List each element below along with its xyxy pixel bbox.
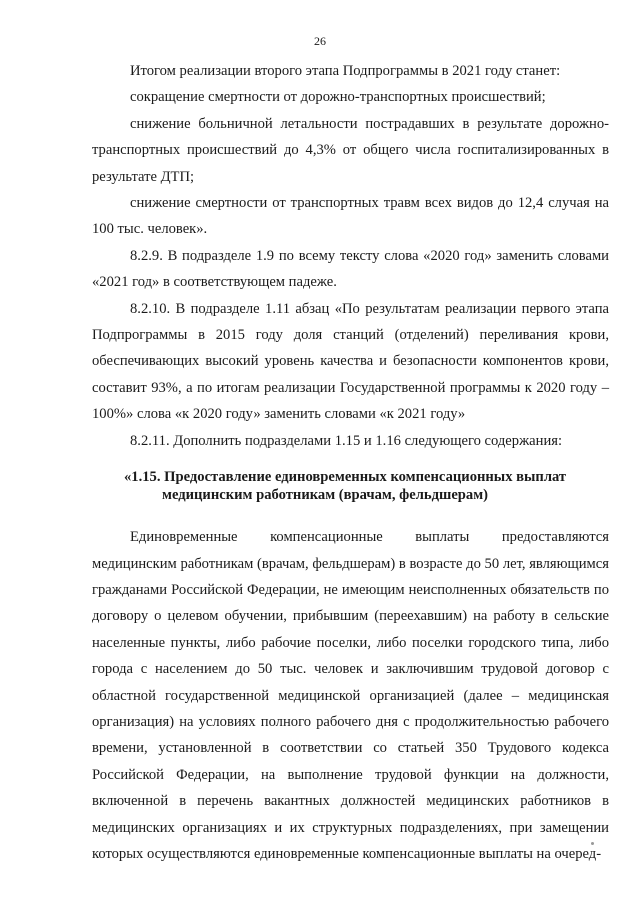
paragraph-section-1-15: Единовременные компенсационные выплаты предоставляются медицинским работникам (врачам, фельдшерам) в возрасте до 50 лет, являющимся гражданами Российской Федерации, не имеющим неисполненных обязательств по договору о целевом обучении, прибывшим (переехавшим) на работу в сельские населенные пункты, либо рабочие поселки, либо поселки городского типа, либо города с населением до 50 тыс. человек и заключившим трудовой договор с областной государственной медицинской организацией (далее – медицинская организация) на условиях полного рабочего дня с продолжительностью рабочего времени, установленной в соответствии со статьей 350 Трудового кодекса Российской Федерации, на выполнение трудовой функции на должности, включенной в перечень вакантных должностей медицинских работников в медицинских организациях и их структурных подразделениях, при замещении которых осуществляются единовременные компенсационные выплаты на очеред-	[92, 529, 609, 862]
paragraph-result-item-1: сокращение смертности от дорожно-транспортных происшествий;	[130, 89, 546, 106]
section-heading-line-1: «1.15. Предоставление единовременных компенсационных выплат	[124, 469, 567, 486]
paragraph-8-2-11: 8.2.11. Дополнить подразделами 1.15 и 1.16 следующего содержания:	[130, 432, 563, 449]
document-body	[92, 58, 609, 867]
paragraph-8-2-9: 8.2.9. В подразделе 1.9 по всему тексту слова «2020 год» заменить словами «2021 год» в соответствующем падеже.	[92, 247, 609, 291]
scan-speck	[591, 842, 594, 845]
page-number: 26	[314, 34, 326, 48]
section-heading-1-15	[92, 468, 609, 504]
paragraph-8-2-10: 8.2.10. В подразделе 1.11 абзац «По результатам реализации первого этапа Подпрограммы в 2015 году доля станций (отделений) переливания крови, обеспечивающих высокий уровень качества и безопасности компонентов крови, составит 93%, а по итогам реализации Государственной программы к 2020 году – 100%» слова «к 2020 году» заменить словами «к 2021 году»	[92, 300, 609, 423]
paragraph-result-item-3: снижение смертности от транспортных травм всех видов до 12,4 случая на 100 тыс. человек».	[92, 195, 609, 238]
paragraph-result-intro: Итогом реализации второго этапа Подпрограммы в 2021 году станет:	[130, 63, 561, 79]
section-heading-line-2: медицинским работникам (врачам, фельдшерам)	[162, 487, 489, 504]
paragraph-result-item-2: снижение больничной летальности пострадавших в результате дорожно-транспортных происшествий до 4,3% от общего числа госпитализированных в результате ДТП;	[92, 115, 609, 185]
